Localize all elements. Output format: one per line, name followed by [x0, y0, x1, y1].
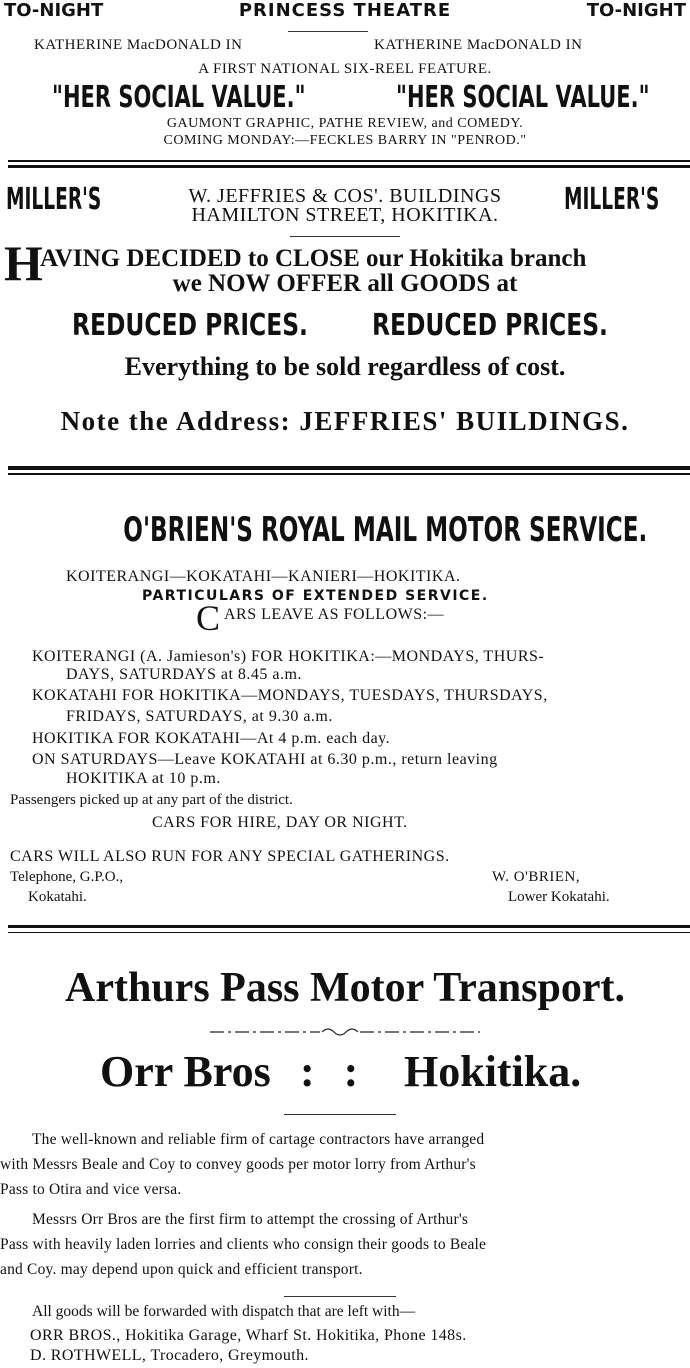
particulars-line: PARTICULARS OF EXTENDED SERVICE.: [142, 588, 489, 604]
separator-rule: [8, 165, 690, 168]
millers-name-right: MILLER'S: [564, 182, 660, 217]
schedule-line: FRIDAYS, SATURDAYS, at 9.30 a.m.: [66, 708, 333, 725]
supporting-line: GAUMONT GRAPHIC, PATHE REVIEW, and COMEDY.: [166, 116, 524, 131]
announce-line-2: we NOW OFFER all GOODS at: [172, 270, 518, 297]
millers-address-1: W. JEFFRIES & COS'. BUILDINGS: [188, 185, 502, 207]
millers-name-left: MILLER'S: [6, 182, 102, 217]
divider: [288, 31, 368, 32]
title-right: "HER SOCIAL VALUE.": [396, 80, 650, 115]
special-line: CARS WILL ALSO RUN FOR ANY SPECIAL GATHERINGS.: [10, 848, 450, 865]
title-right-wrap: [396, 80, 690, 116]
prices-right: REDUCED PRICES.: [372, 308, 608, 343]
goods-line: All goods will be forwarded with dispatch that are left with—: [32, 1303, 416, 1320]
prices-right-wrap: [372, 308, 674, 343]
millers-address-2: HAMILTON STREET, HOKITIKA.: [191, 204, 499, 226]
feature-line: A FIRST NATIONAL SIX-REEL FEATURE.: [198, 61, 492, 77]
coming-line: COMING MONDAY:—FECKLES BARRY IN "PENROD.": [163, 133, 527, 148]
para1-line: Pass to Otira and vice versa.: [0, 1181, 182, 1198]
separator-rule: [8, 466, 690, 470]
schedule-line: HOKITIKA FOR KOKATAHI—At 4 p.m. each day.: [32, 730, 391, 747]
schedule-line: KOITERANGI (A. Jamieson's) FOR HOKITIKA:—MONDAYS, THURS-: [32, 648, 545, 665]
schedule-line: KOKATAHI FOR HOKITIKA—MONDAYS, TUESDAYS, THURSDAYS,: [32, 687, 548, 704]
separator-rule: [8, 925, 690, 928]
theatre-name: PRINCESS THEATRE: [238, 0, 452, 21]
kokatahi-line: Kokatahi.: [28, 889, 87, 905]
separator-rule: [8, 160, 690, 162]
prices-left-wrap: [72, 308, 374, 343]
millers-left-wrap: [6, 182, 160, 217]
agent-line: D. ROTHWELL, Trocadero, Greymouth.: [30, 1347, 309, 1364]
telephone-line: Telephone, G.P.O.,: [10, 869, 124, 885]
firm-separator: : :: [300, 1047, 359, 1096]
para2-line: and Coy. may depend upon quick and efficient transport.: [0, 1261, 363, 1278]
separator-rule: [8, 932, 690, 933]
firm-left: Orr Bros: [100, 1047, 271, 1096]
lower-kokatahi-line: Lower Kokatahi.: [508, 889, 610, 905]
drop-cap-h: H: [4, 235, 43, 291]
hire-line: CARS FOR HIRE, DAY OR NIGHT.: [152, 814, 408, 831]
cars-leave-line: ARS LEAVE AS FOLLOWS:—: [224, 606, 445, 623]
obrien-title: O'BRIEN'S ROYAL MAIL MOTOR SERVICE.: [123, 510, 648, 550]
millers-right-wrap: [564, 182, 690, 217]
title-left: "HER SOCIAL VALUE.": [52, 80, 306, 115]
prices-left: REDUCED PRICES.: [72, 308, 308, 343]
para2-line: Messrs Orr Bros are the first firm to attempt the crossing of Arthur's: [32, 1211, 469, 1228]
divider: [284, 1114, 396, 1115]
title-left-wrap: [52, 80, 352, 116]
drop-cap-c: C: [196, 598, 221, 638]
para1-line: The well-known and reliable firm of cartage contractors have arranged: [32, 1131, 485, 1148]
divider: [290, 236, 400, 237]
obrien-title-wrap: [0, 510, 690, 550]
announce-line-1: AVING DECIDED to CLOSE our Hokitika branch: [40, 245, 587, 272]
arthurs-title: Arthurs Pass Motor Transport.: [65, 965, 625, 1011]
firm-right: Hokitika.: [404, 1047, 582, 1096]
agent-line: ORR BROS., Hokitika Garage, Wharf St. Hokitika, Phone 148s.: [30, 1327, 467, 1344]
ornamental-divider: [210, 1026, 480, 1038]
divider: [284, 1296, 396, 1297]
schedule-line: DAYS, SATURDAYS at 8.45 a.m.: [66, 666, 302, 683]
schedule-line: ON SATURDAYS—Leave KOKATAHI at 6.30 p.m., return leaving: [32, 751, 498, 768]
separator-rule: [8, 473, 690, 475]
star-right: KATHERINE MacDONALD IN: [374, 37, 583, 53]
para1-line: with Messrs Beale and Coy to convey goods per motor lorry from Arthur's: [0, 1156, 476, 1173]
schedule-line: HOKITIKA at 10 p.m.: [66, 770, 221, 787]
para2-line: Pass with heavily laden lorries and clients who consign their goods to Beale: [0, 1236, 487, 1253]
tonight-left: TO-NIGHT: [4, 0, 104, 21]
star-left: KATHERINE MacDONALD IN: [34, 37, 243, 53]
address-note: Note the Address: JEFFRIES' BUILDINGS.: [60, 406, 630, 436]
everything-line: Everything to be sold regardless of cost.: [124, 352, 566, 381]
route-line: KOITERANGI—KOKATAHI—KANIERI—HOKITIKA.: [66, 568, 461, 585]
passengers-line: Passengers picked up at any part of the district.: [10, 792, 293, 808]
proprietor-line: W. O'BRIEN,: [492, 869, 581, 885]
tonight-right: TO-NIGHT: [586, 0, 686, 21]
